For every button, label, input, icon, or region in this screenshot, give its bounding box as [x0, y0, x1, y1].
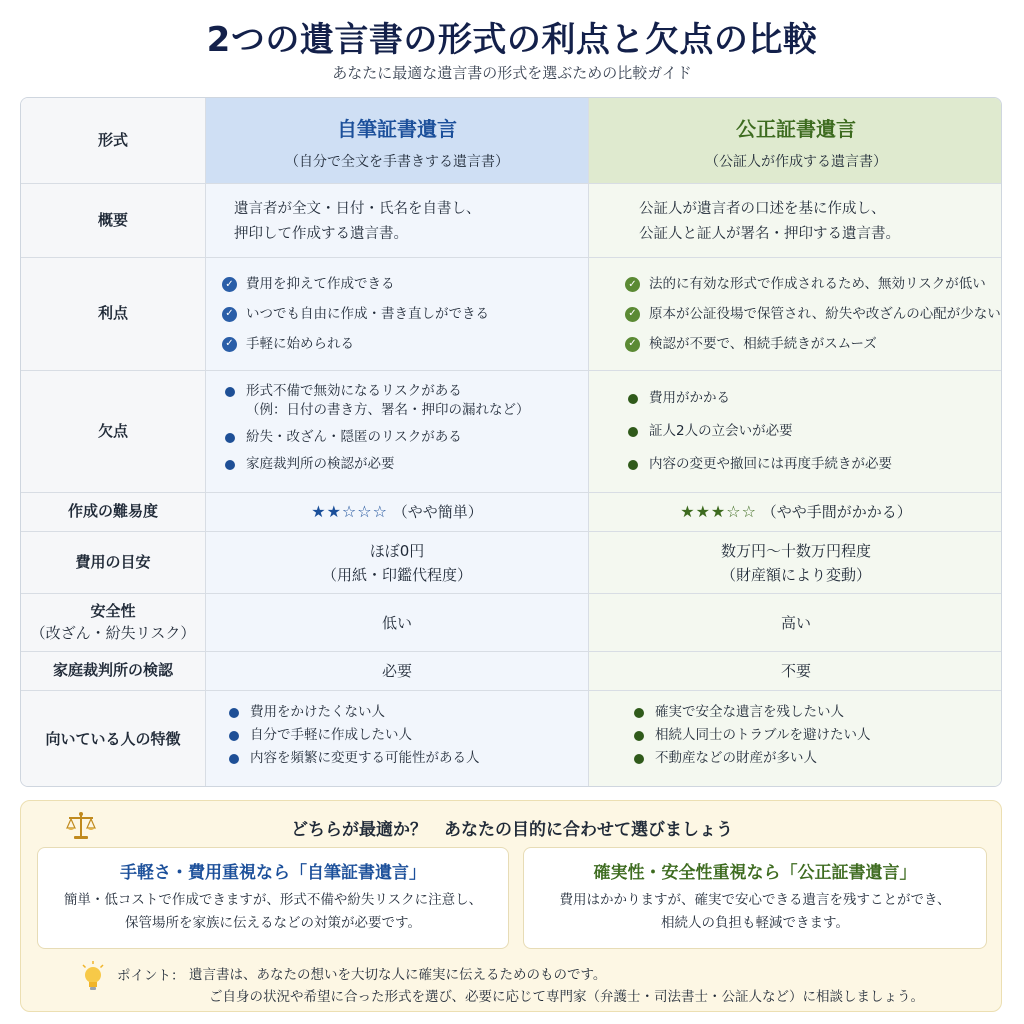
- list-item: ✓ 費用を抑えて作成できる: [222, 275, 489, 294]
- probate-notarial: 不要: [589, 652, 1002, 690]
- column-subtitle-notarial: （公証人が作成する遺言書）: [705, 154, 887, 170]
- overview-line: 公証人と証人が署名・押印する遺言書。: [639, 226, 900, 243]
- cost-value: 数万円〜十数万円程度: [720, 541, 871, 560]
- difficulty-notarial: [589, 493, 1002, 531]
- star-rating: ★★☆☆☆: [311, 502, 388, 522]
- row-label-overview: 概要: [21, 184, 206, 257]
- cost-holographic: [206, 532, 589, 593]
- star-rating: ★★★☆☆: [680, 502, 757, 522]
- table-header-row: [21, 98, 1002, 184]
- overview-line: 遺言者が全文・日付・氏名を自書し、: [234, 201, 481, 217]
- demerits-notarial: [589, 371, 1002, 492]
- safety-notarial: 高い: [589, 594, 1002, 651]
- table-row: [21, 594, 1002, 652]
- column-title-holographic: 自筆証書遺言: [337, 117, 457, 141]
- list-item: 費用をかけたくない人: [226, 703, 480, 722]
- card-text: 相続人の負担も軽減できます。: [661, 914, 849, 931]
- list-item: ✓ 手軽に始められる: [222, 335, 489, 354]
- bullet-icon: [628, 394, 638, 404]
- list-item: 家庭裁判所の検認が必要: [222, 455, 530, 474]
- suited-holographic: [206, 691, 589, 787]
- suited-notarial: [589, 691, 1002, 787]
- row-label-safety: 安全性 （改ざん・紛失リスク）: [21, 594, 206, 651]
- comparison-table: [20, 97, 1002, 787]
- bullet-icon: [229, 708, 239, 718]
- cost-notarial: [589, 532, 1002, 593]
- overview-line: 公証人が遺言者の口述を基に作成し、: [639, 201, 886, 217]
- list-item: 内容を頻繁に変更する可能性がある人: [226, 749, 480, 768]
- check-circle-icon: ✓: [625, 277, 640, 292]
- lightbulb-icon: [81, 961, 105, 993]
- table-row: [21, 652, 1002, 691]
- card-title: 確実性・安全性重視なら「公正証書遺言」: [593, 863, 917, 883]
- list-item: 内容の変更や撤回には再度手続きが必要: [625, 455, 892, 474]
- bullet-icon: [634, 754, 644, 764]
- demerits-holographic: [206, 371, 589, 492]
- row-label-difficulty: 作成の難易度: [21, 493, 206, 531]
- column-title-notarial: 公正証書遺言: [736, 117, 856, 141]
- overview-line: 押印して作成する遺言書。: [234, 226, 408, 243]
- column-header-notarial: [589, 98, 1002, 183]
- row-label-probate: 家庭裁判所の検認: [21, 652, 206, 690]
- column-header-holographic: [206, 98, 589, 183]
- point-text: 遺言書は、あなたの想いを大切な人に確実に伝えるためのものです。 ご自身の状況や希望に合った形式を選び、必要に応じて専門家（弁護士・司法書士・公証人など）に相談しましょう。: [189, 967, 924, 1006]
- row-label-merits: 利点: [21, 258, 206, 370]
- check-circle-icon: ✓: [222, 277, 237, 292]
- check-circle-icon: ✓: [625, 337, 640, 352]
- check-circle-icon: ✓: [222, 337, 237, 352]
- bullet-icon: [229, 754, 239, 764]
- bullet-icon: [628, 427, 638, 437]
- bullet-icon: [225, 460, 235, 470]
- cost-note: （用紙・印鑑代程度）: [321, 565, 472, 584]
- recommendation-card-notarial: [523, 847, 987, 949]
- column-subtitle-holographic: （自分で全文を手書きする遺言書）: [285, 154, 509, 170]
- cost-note: （財産額により変動）: [720, 565, 871, 584]
- difficulty-text: （やや簡単）: [392, 503, 483, 522]
- overview-notarial: [589, 184, 1002, 257]
- bullet-icon: [634, 731, 644, 741]
- list-item: 自分で手軽に作成したい人: [226, 726, 480, 745]
- list-item: 相続人同士のトラブルを避けたい人: [631, 726, 870, 745]
- bullet-icon: [225, 387, 235, 397]
- table-row: [21, 691, 1002, 787]
- list-item: 証人2人の立会いが必要: [625, 422, 892, 441]
- table-row: [21, 258, 1002, 371]
- list-item: 紛失・改ざん・隠匿のリスクがある: [222, 428, 530, 447]
- table-row: [21, 184, 1002, 258]
- row-label-cost: 費用の目安: [21, 532, 206, 593]
- list-item: 形式不備で無効になるリスクがある （例：日付の書き方、署名・押印の漏れなど）: [222, 382, 530, 420]
- difficulty-text: （やや手間がかかる）: [761, 503, 912, 522]
- merits-notarial: [589, 258, 1002, 370]
- recommendation-card-holographic: [37, 847, 509, 949]
- list-item: 確実で安全な遺言を残したい人: [631, 703, 870, 722]
- recommendation-question: どちらが最適か？ あなたの目的に合わせて選びましょう: [291, 820, 733, 840]
- bullet-icon: [628, 460, 638, 470]
- page-title: 2つの遺言書の形式の利点と欠点の比較: [206, 20, 818, 60]
- table-row: [21, 532, 1002, 594]
- table-row: [21, 493, 1002, 532]
- card-text: 簡単・低コストで作成できますが、形式不備や紛失リスクに注意し、: [63, 892, 483, 908]
- row-label-suited: 向いている人の特徴: [21, 691, 206, 787]
- list-item: ✓ いつでも自由に作成・書き直しができる: [222, 305, 489, 324]
- merits-holographic: [206, 258, 589, 370]
- probate-holographic: 必要: [206, 652, 589, 690]
- list-item: ✓ 検認が不要で、相続手続きがスムーズ: [625, 335, 1001, 354]
- row-label-format: 形式: [21, 98, 206, 183]
- overview-holographic: [206, 184, 589, 257]
- page-subtitle: あなたに最適な遺言書の形式を選ぶための比較ガイド: [332, 64, 692, 82]
- bullet-icon: [634, 708, 644, 718]
- table-row: [21, 371, 1002, 493]
- card-text: 費用はかかりますが、確実で安心できる遺言を残すことができ、: [559, 892, 951, 908]
- bullet-icon: [229, 731, 239, 741]
- card-title: 手軽さ・費用重視なら「自筆証書遺言」: [120, 863, 426, 883]
- safety-holographic: 低い: [206, 594, 589, 651]
- bullet-icon: [225, 433, 235, 443]
- recommendation-panel: [20, 800, 1002, 1012]
- list-item: 費用がかかる: [625, 389, 892, 408]
- point-label: ポイント：: [117, 968, 185, 984]
- list-item: ✓ 原本が公証役場で保管され、紛失や改ざんの心配が少ない: [625, 305, 1001, 324]
- row-label-demerits: 欠点: [21, 371, 206, 492]
- card-text: 保管場所を家族に伝えるなどの対策が必要です。: [125, 914, 421, 931]
- cost-value: ほぼ0円: [369, 541, 425, 560]
- check-circle-icon: ✓: [222, 307, 237, 322]
- check-circle-icon: ✓: [625, 307, 640, 322]
- list-item: ✓ 法的に有効な形式で作成されるため、無効リスクが低い: [625, 275, 1001, 294]
- list-item: 不動産などの財産が多い人: [631, 749, 870, 768]
- difficulty-holographic: [206, 493, 589, 531]
